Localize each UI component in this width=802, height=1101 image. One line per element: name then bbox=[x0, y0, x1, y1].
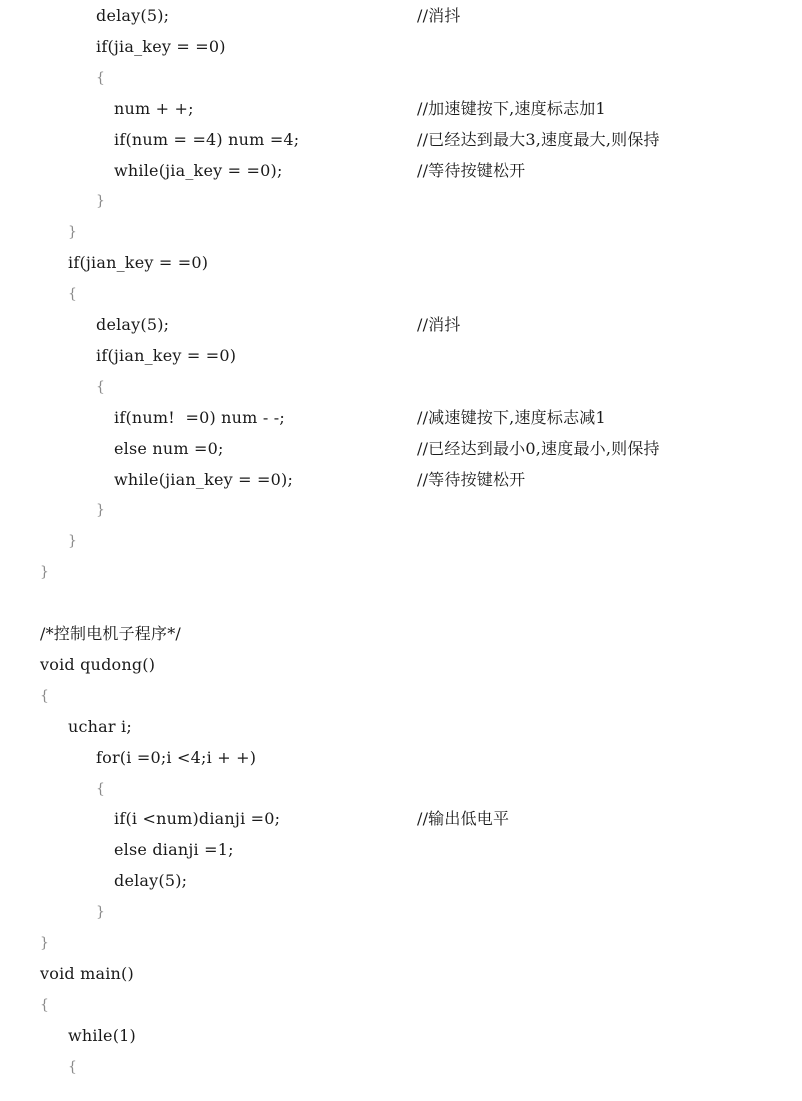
code-line bbox=[0, 557, 802, 588]
code-comment: //减速键按下,速度标志减1 bbox=[417, 407, 606, 427]
code-line bbox=[0, 990, 802, 1021]
code-comment: //消抖 bbox=[417, 6, 461, 25]
code-line bbox=[0, 434, 802, 465]
code-text: } bbox=[96, 502, 106, 519]
code-text: else num =0; bbox=[114, 438, 224, 458]
code-comment: //等待按键松开 bbox=[417, 469, 526, 489]
code-text: } bbox=[40, 935, 50, 951]
code-line bbox=[0, 1021, 802, 1052]
code-line bbox=[0, 928, 802, 959]
code-text: if(num = =4) num =4; bbox=[114, 129, 300, 149]
code-text: num + +; bbox=[114, 98, 194, 118]
code-line bbox=[0, 94, 802, 125]
code-line bbox=[0, 835, 802, 866]
code-comment: //加速键按下,速度标志加1 bbox=[417, 98, 606, 118]
code-text: while(1) bbox=[68, 1025, 136, 1045]
code-text: else dianji =1; bbox=[114, 840, 234, 860]
code-comment: //消抖 bbox=[417, 315, 461, 334]
code-line bbox=[0, 866, 802, 897]
code-line bbox=[0, 156, 802, 187]
code-comment: //已经达到最小0,速度最小,则保持 bbox=[417, 438, 660, 458]
code-text: { bbox=[96, 780, 106, 797]
code-line bbox=[0, 465, 802, 496]
code-line bbox=[0, 279, 802, 310]
code-comment: //已经达到最大3,速度最大,则保持 bbox=[417, 129, 660, 149]
code-text: { bbox=[40, 996, 50, 1013]
code-text: { bbox=[96, 378, 106, 395]
code-line bbox=[0, 1, 802, 32]
code-text: } bbox=[96, 193, 106, 210]
code-text: { bbox=[68, 1058, 78, 1075]
code-text: delay(5); bbox=[96, 6, 170, 25]
code-text: if(num! =0) num - -; bbox=[114, 407, 285, 427]
code-line bbox=[0, 712, 802, 743]
code-text: { bbox=[96, 69, 106, 86]
code-line bbox=[0, 804, 802, 835]
code-text: { bbox=[40, 687, 50, 704]
code-text: if(jian_key = =0) bbox=[96, 345, 237, 365]
code-text: if(i <num)dianji =0; bbox=[114, 809, 281, 829]
code-line bbox=[0, 743, 802, 774]
code-line bbox=[0, 63, 802, 94]
code-text: delay(5); bbox=[114, 871, 188, 891]
code-text: } bbox=[68, 224, 78, 241]
code-comment: //等待按键松开 bbox=[417, 160, 526, 180]
code-text: if(jian_key = =0) bbox=[68, 253, 209, 273]
code-line bbox=[0, 588, 802, 619]
code-text: uchar i; bbox=[68, 716, 132, 736]
code-line bbox=[0, 341, 802, 372]
code-line bbox=[0, 186, 802, 217]
code-text: /*控制电机子程序*/ bbox=[40, 624, 181, 643]
code-line bbox=[0, 526, 802, 557]
code-line bbox=[0, 1052, 802, 1083]
code-line bbox=[0, 650, 802, 681]
code-line bbox=[0, 681, 802, 712]
code-line bbox=[0, 959, 802, 990]
code-text: while(jia_key = =0); bbox=[114, 160, 283, 180]
code-line bbox=[0, 217, 802, 248]
code-text: delay(5); bbox=[96, 315, 170, 334]
code-text: void qudong() bbox=[40, 654, 156, 674]
code-line bbox=[0, 774, 802, 805]
code-comment: //输出低电平 bbox=[417, 809, 510, 829]
code-text: if(jia_key = =0) bbox=[96, 36, 226, 56]
code-text: } bbox=[68, 533, 78, 550]
code-line bbox=[0, 125, 802, 156]
code-text: for(i =0;i <4;i + +) bbox=[96, 747, 257, 767]
code-line bbox=[0, 619, 802, 650]
code-text: } bbox=[40, 564, 50, 581]
code-line bbox=[0, 897, 802, 928]
code-line bbox=[0, 495, 802, 526]
code-line bbox=[0, 403, 802, 434]
code-line bbox=[0, 32, 802, 63]
code-line bbox=[0, 310, 802, 341]
code-text: while(jian_key = =0); bbox=[114, 469, 294, 489]
code-text: } bbox=[96, 904, 106, 921]
code-text: { bbox=[68, 286, 78, 303]
code-text: void main() bbox=[40, 963, 134, 983]
code-line bbox=[0, 372, 802, 403]
code-line bbox=[0, 248, 802, 279]
